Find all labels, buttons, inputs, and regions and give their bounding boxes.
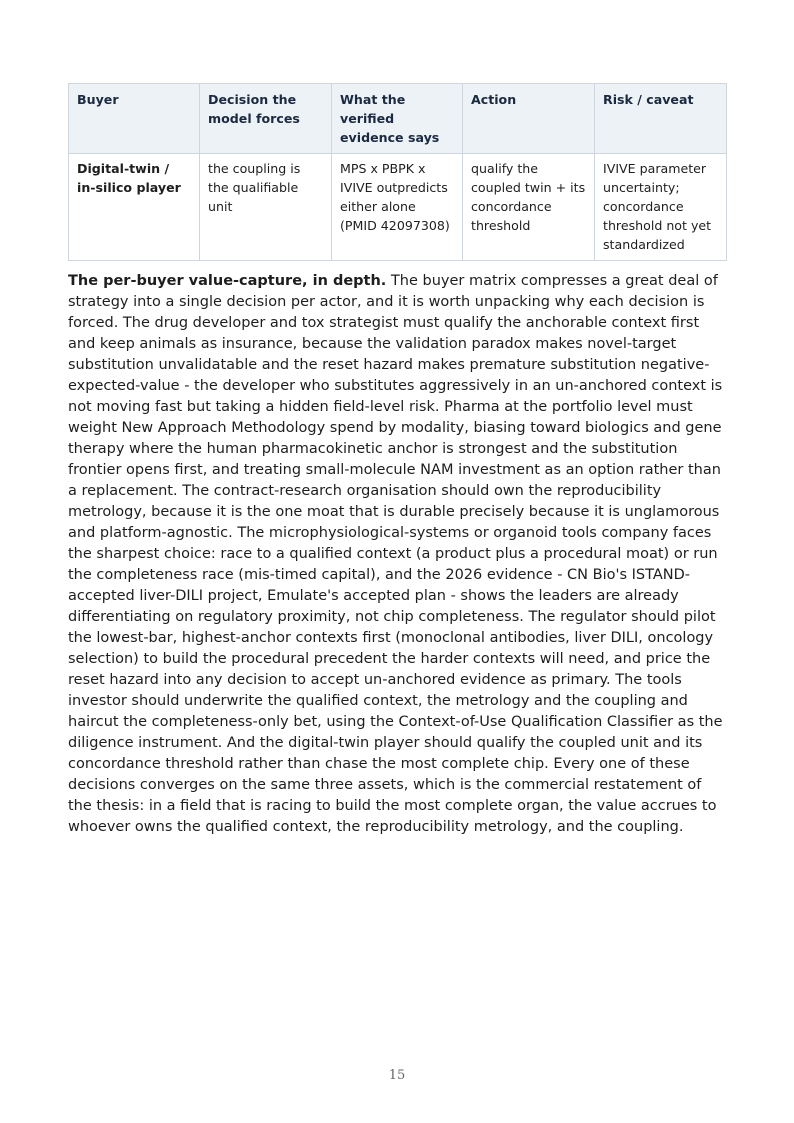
table-header-row [69, 84, 727, 154]
header-decision: Decision the model forces [200, 84, 332, 154]
body-paragraph [68, 271, 726, 838]
header-buyer: Buyer [69, 84, 200, 154]
table-row [69, 154, 727, 261]
cell-decision: the coupling is the qualifiable unit [200, 154, 332, 261]
header-action: Action [463, 84, 595, 154]
page-content [68, 83, 726, 838]
buyer-matrix-table [68, 83, 727, 261]
page-number: 15 [388, 1068, 406, 1083]
cell-buyer: Digital-twin / in-silico player [69, 154, 200, 261]
paragraph-body: The buyer matrix compresses a great deal of strategy into a single decision per actor, and it is worth unpacking why each decision is forced. The drug developer and tox strategist must qualify the anchorable context first and keep animals as insurance, because the validation paradox makes novel-target substitution unvalidatable and the reset hazard makes premature substitution negative-expected-value - the developer who substitutes aggressively in an un-anchored context is not moving fast but taking a hidden field-level risk. Pharma at the portfolio level must weight New Approach Methodology spend by modality, biasing toward biologics and gene therapy where the human pharmacokinetic anchor is strongest and the substitution frontier opens first, and treating small-molecule NAM investment as an option rather than a replacement. The contract-research organisation should own the reproducibility metrology, because it is the one moat that is durable precisely because it is unglamorous and platform-agnostic. The microphysiological-systems or organoid tools company faces the sharpest choice: race to a qualified context (a product plus a procedural moat) or run the completeness race (mis-timed capital), and the 2026 evidence - CN Bio's ISTAND-accepted liver-DILI project, Emulate's accepted plan - shows the leaders are already differentiating on regulatory proximity, not chip completeness. The regulator should pilot the lowest-bar, highest-anchor contexts first (monoclonal antibodies, liver DILI, oncology selection) to build the procedural precedent the harder contexts will need, and price the reset hazard into any decision to accept un-anchored evidence as primary. The tools investor should underwrite the qualified context, the metrology and the coupling and haircut the completeness-only bet, using the Context-of-Use Qualification Classifier as the diligence instrument. And the digital-twin player should qualify the coupled unit and its concordance threshold rather than chase the most complete chip. Every one of these decisions converges on the same three assets, which is the commercial restatement of the thesis: in a field that is racing to build the most complete organ, the value accrues to whoever owns the qualified context, the reproducibility metrology, and the coupling. [68, 273, 723, 835]
paragraph-lead: The per-buyer value-capture, in depth. [68, 273, 387, 289]
cell-evidence: MPS x PBPK x IVIVE outpredicts either alone (PMID 42097308) [332, 154, 463, 261]
cell-action: qualify the coupled twin + its concordance threshold [463, 154, 595, 261]
header-risk: Risk / caveat [595, 84, 727, 154]
cell-risk: IVIVE parameter uncertainty; concordance threshold not yet standardized [595, 154, 727, 261]
header-evidence: What the verified evidence says [332, 84, 463, 154]
